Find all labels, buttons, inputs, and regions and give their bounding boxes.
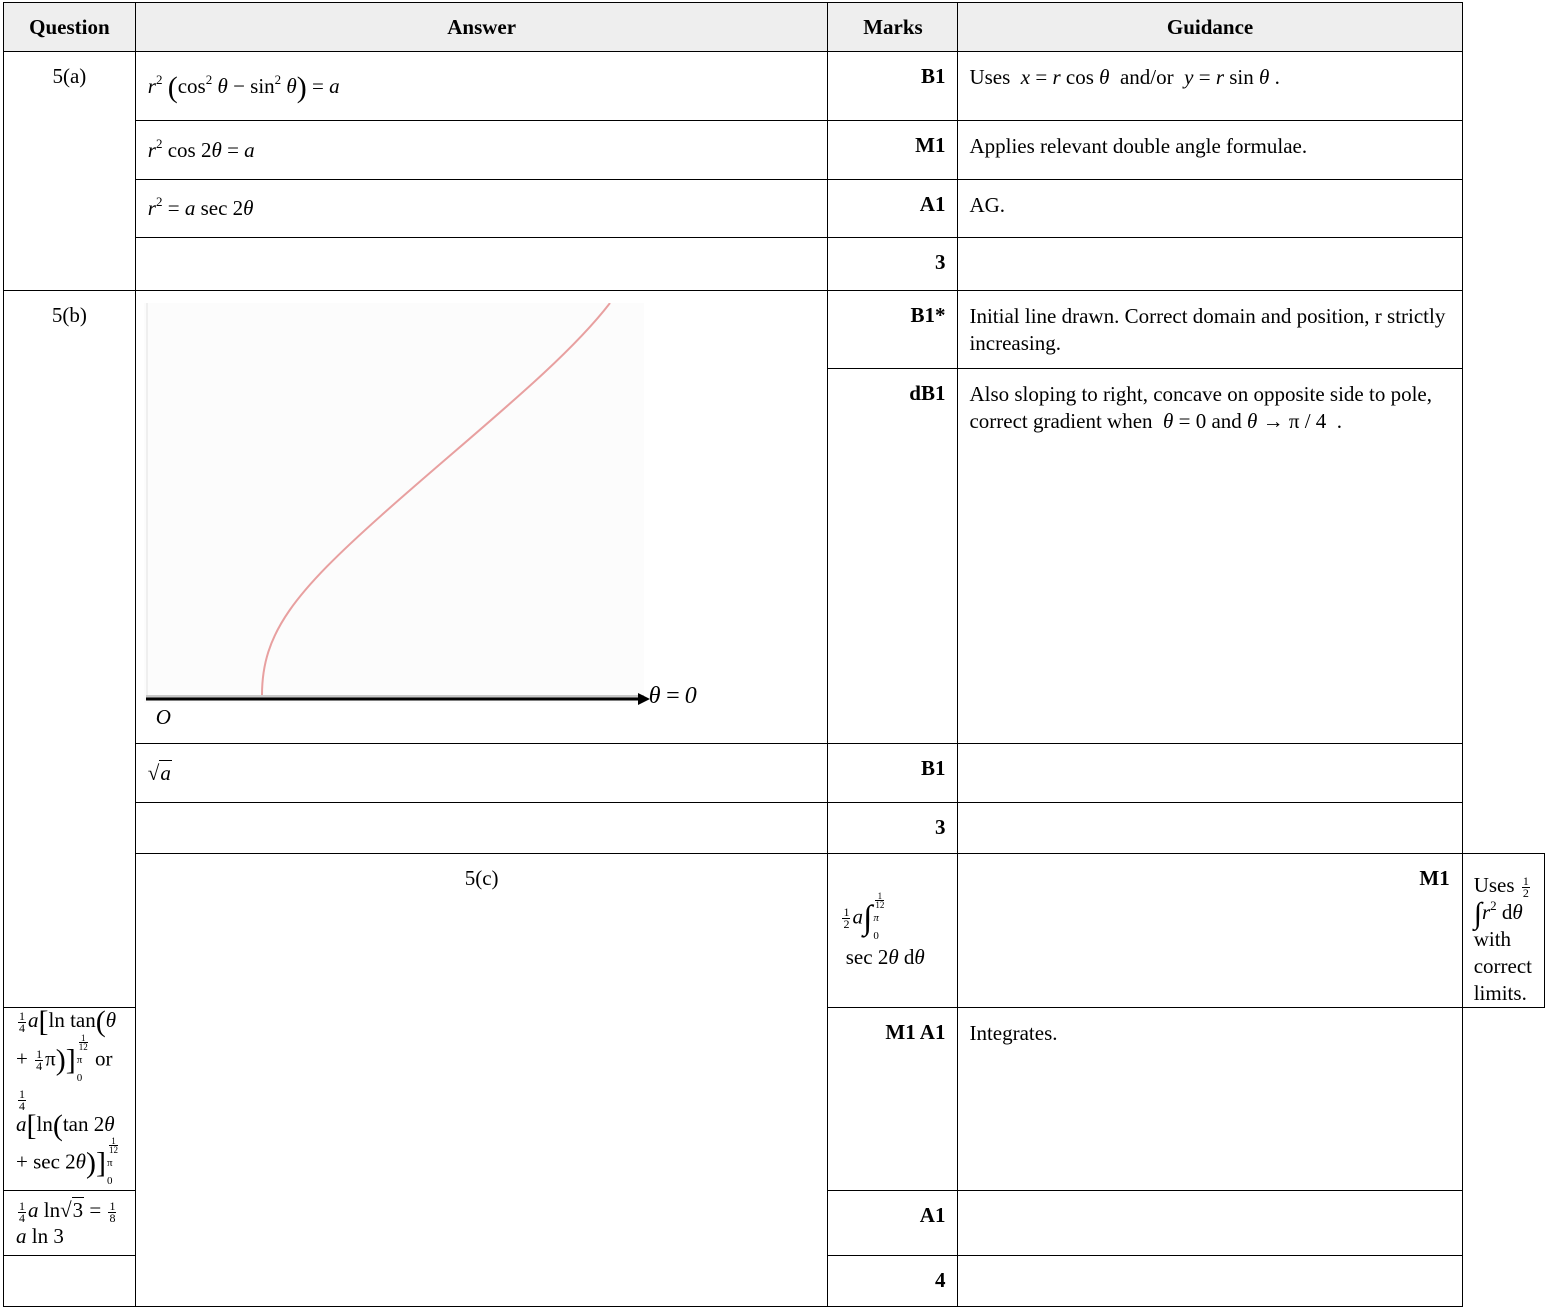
marks-cell: M1 (828, 121, 958, 180)
table-row-total (4, 803, 1545, 854)
table-row (4, 854, 1545, 1008)
guidance-cell (958, 1256, 1462, 1307)
marks-cell: B1* (828, 291, 958, 369)
guidance-cell: Also sloping to right, concave on opposite side to pole, correct gradient when θ = 0 and θ → π / 4 . (958, 369, 1462, 744)
guidance-cell: Uses x = r cos θ and/or y = r sin θ . (958, 52, 1462, 121)
graph-svg (144, 303, 704, 743)
table-row-total (4, 238, 1545, 291)
question-label: 5(a) (4, 52, 136, 291)
table-row (4, 291, 1545, 369)
guidance-cell: Integrates. (958, 1008, 1462, 1191)
polar-sketch (144, 303, 704, 743)
question-label: 5(c) (135, 854, 828, 1307)
table-row (4, 52, 1545, 121)
guidance-cell: AG. (958, 180, 1462, 238)
answer-cell: $r^2$ ($\cos^2$ $\theta - \sin^2 \theta) = a$ (135, 52, 828, 121)
header-marks: Marks (828, 3, 958, 52)
question-label: 5(b) (4, 291, 136, 1008)
marks-cell: A1 (828, 1191, 958, 1256)
answer-cell: $r^2$ cos 2θ = a (135, 121, 828, 180)
origin-label: O (155, 705, 171, 729)
marks-cell: dB1 (828, 369, 958, 744)
marks-cell: B1 (828, 744, 958, 803)
graph-cell (135, 291, 828, 744)
header-question: Question (4, 3, 136, 52)
answer-cell: $\frac{1}{4}$ a[ln tan(θ + $\frac{1}{4}$ π)] 1 12 π 0 or $\frac{1}{4}$ a[ln(tan 2θ + sec 2θ)] 1 12 π 0 (4, 1008, 136, 1191)
guidance-cell (958, 1191, 1462, 1256)
guidance-cell: Applies relevant double angle formulae. (958, 121, 1462, 180)
marks-total: 3 (828, 238, 958, 291)
table-row (4, 744, 1545, 803)
marks-cell: A1 (828, 180, 958, 238)
guidance-cell (958, 238, 1462, 291)
answer-cell: $\frac{1}{2}$ a∫ 1 12 π 0 sec 2θ dθ (828, 854, 958, 1008)
guidance-cell (958, 803, 1462, 854)
marks-cell: M1 A1 (828, 1008, 958, 1191)
marks-total: 4 (828, 1256, 958, 1307)
answer-cell: $\frac{1}{4}$ a ln√3 = $\frac{1}{8}$ a ln 3 (4, 1191, 136, 1256)
marks-cell: B1 (828, 52, 958, 121)
answer-cell: √a (135, 744, 828, 803)
guidance-cell: Initial line drawn. Correct domain and position, r strictly increasing. (958, 291, 1462, 369)
guidance-cell (958, 744, 1462, 803)
marks-cell: M1 (958, 854, 1462, 1008)
table-row (4, 121, 1545, 180)
table-row (4, 180, 1545, 238)
initial-line-label: θ = 0 (648, 683, 696, 709)
answer-cell (4, 1256, 136, 1307)
header-row (4, 3, 1545, 52)
header-guidance: Guidance (958, 3, 1462, 52)
answer-cell: $r^2 = a$ sec 2θ (135, 180, 828, 238)
answer-cell (135, 803, 828, 854)
mark-scheme-table (3, 2, 1545, 1307)
guidance-cell: Uses $\frac{1}{2}$ $\int r^2$ dθ with correct limits. (1462, 854, 1544, 1008)
answer-cell (135, 238, 828, 291)
header-answer: Answer (135, 3, 828, 52)
marks-total: 3 (828, 803, 958, 854)
